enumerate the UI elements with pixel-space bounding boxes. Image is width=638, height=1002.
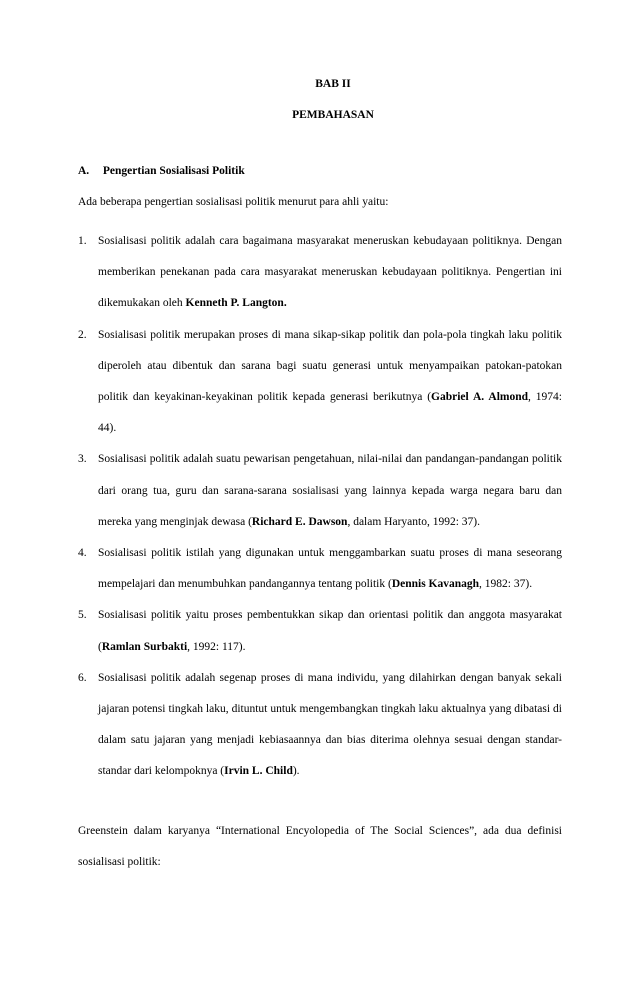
item-author: Irvin L. Child	[224, 765, 293, 778]
item-author: Ramlan Surbakti	[101, 640, 188, 653]
item-text: Sosialisasi politik istilah yang digunakan untuk menggambarkan suatu proses di mana seseorang mempelajari dan menumbuhkan pandangannya tentang politik (	[98, 547, 562, 591]
item-text: Sosialisasi politik yaitu proses pembentukkan sikap dan orientasi politik dan anggota masyarakat (	[98, 609, 562, 653]
chapter-title: PEMBAHASAN	[292, 109, 374, 121]
closing-paragraph: Greenstein dalam karyanya “International Encyolopedia of The Social Sciences”, ada dua definisi sosialisasi politik:	[78, 825, 562, 869]
item-author: Richard E. Dawson	[251, 515, 348, 528]
section-heading	[78, 165, 245, 177]
item-number: 2.	[78, 328, 87, 341]
definition-item	[78, 663, 562, 788]
item-author: Gabriel A. Almond	[431, 391, 529, 404]
definition-list	[78, 226, 562, 788]
item-number: 4.	[78, 547, 87, 560]
item-citation: , dalam Haryanto, 1992: 37).	[347, 515, 480, 528]
item-text: Sosialisasi politik merupakan proses di mana sikap-sikap politik dan pola-pola tingkah laku politik diperoleh atau dibentuk dan sarana bagi suatu generasi untuk menyampaikan patokan-patokan politik dan keyakinan-keyakinan politik kepada generasi berikutnya (	[98, 328, 562, 404]
item-citation: , 1974: 44).	[98, 391, 562, 435]
item-number: 5.	[78, 609, 87, 622]
item-citation: , 1992: 117).	[187, 640, 246, 653]
item-number: 6.	[78, 671, 87, 684]
item-number: 1.	[78, 235, 87, 247]
definition-item	[78, 444, 562, 538]
item-text: Sosialisasi politik adalah suatu pewarisan pengetahuan, nilai-nilai dan pandangan-pandangan politik dari orang tua, guru dan sarana-sarana sosialisasi yang lainnya kepada warga negara baru dan mereka yang menginjak dewasa (	[98, 453, 562, 528]
section-number: A.	[78, 165, 90, 177]
intro-paragraph: Ada beberapa pengertian sosialisasi politik menurut para ahli yaitu:	[78, 196, 389, 208]
item-citation: ).	[292, 765, 300, 778]
item-text: Sosialisasi politik adalah cara bagaimana masyarakat meneruskan kebudayaan politiknya. Dengan memberikan penekanan pada cara masyarakat meneruskan kebudayaan politiknya. Pengertian ini dikemukakan oleh	[98, 235, 562, 310]
item-text: Sosialisasi politik adalah segenap proses di mana individu, yang dilahirkan dengan banyak sekali jajaran potensi tingkah laku, dituntut untuk mengembangkan tingkah laku aktualnya yang dibatasi di dalam satu jajaran yang menjadi kebiasaannya dan bias diterima olehnya sesuai dengan standar-standar dari kelompoknya (	[98, 671, 562, 778]
item-number: 3.	[78, 453, 87, 466]
chapter-label: BAB II	[315, 78, 351, 90]
definition-item	[78, 226, 562, 320]
section-title: Pengertian Sosialisasi Politik	[102, 165, 245, 177]
item-author: Kenneth P. Langton.	[185, 297, 287, 310]
item-citation: , 1982: 37).	[479, 578, 533, 591]
definition-item	[78, 600, 562, 662]
definition-item	[78, 320, 562, 445]
item-author: Dennis Kavanagh	[391, 578, 480, 591]
definition-item	[78, 538, 562, 600]
